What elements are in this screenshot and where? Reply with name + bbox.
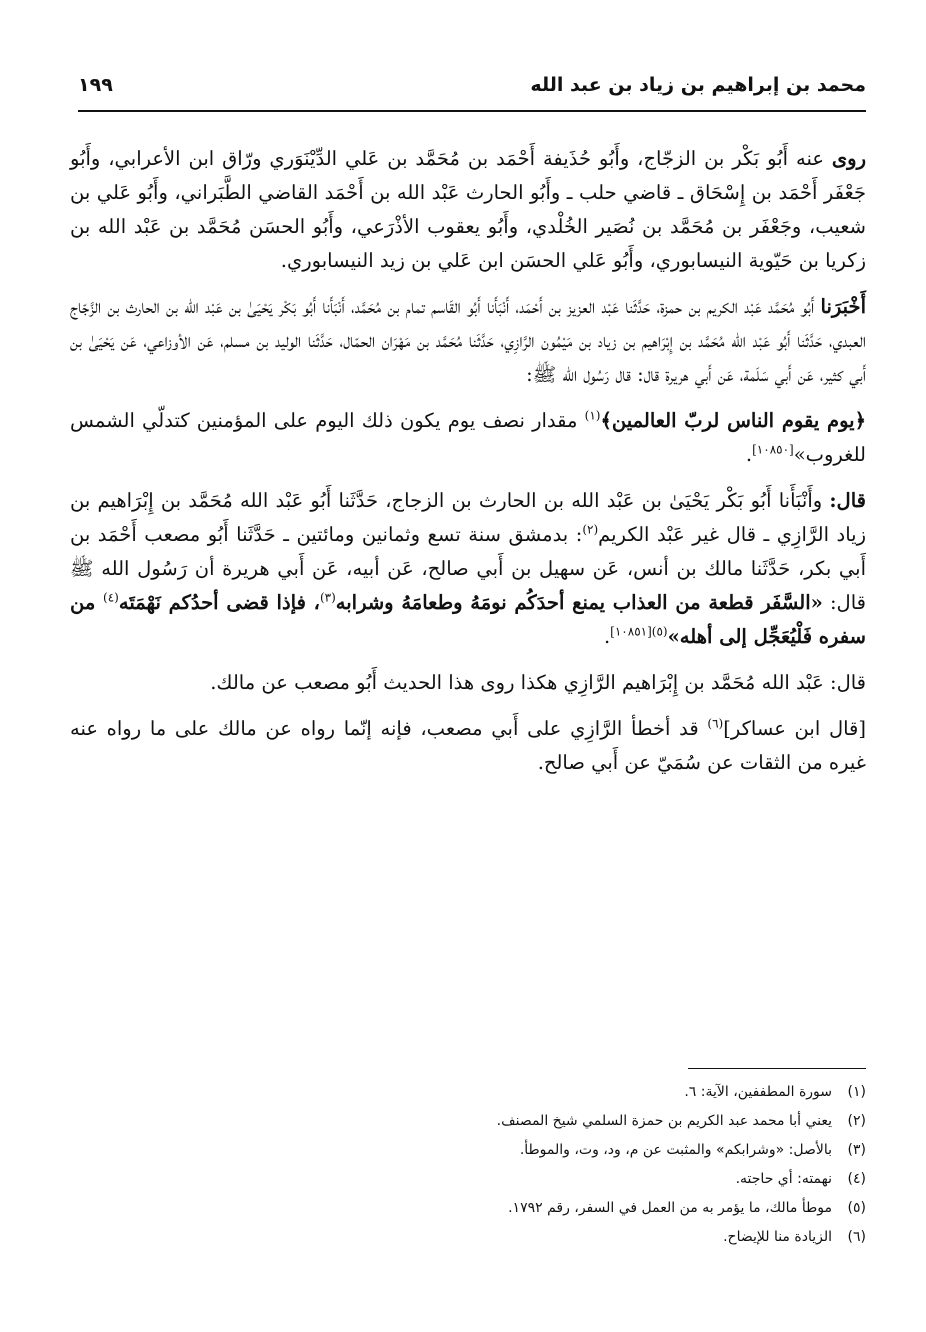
footnote-marker: (٤): [103, 590, 119, 605]
footnote-text: الزيادة منا للإيضاح.: [723, 1229, 832, 1245]
paragraph-text: : بدمشق سنة تسع وثمانين ومائتين ـ حَدَّثَنا أَبُو مصعب أَحْمَد بن أَبي بكر، حَدَّثَنا مالك بن أنس، عَن سهيل بن أَبي صالح، عَن أبيه، عَن أَبي هريرة أن رَسُول الله ﷺ قال:: [70, 523, 866, 614]
page-number: ١٩٩: [78, 74, 113, 96]
footnote-marker: (٦): [707, 716, 724, 731]
footnote-marker: (٢): [582, 522, 599, 537]
paragraph-lead: روى: [831, 147, 866, 170]
footnote-marker: (٣): [319, 590, 336, 605]
paragraph-tail: .: [745, 443, 753, 466]
paragraph-isnad-2: [70, 484, 866, 654]
footnote-item: [70, 1165, 866, 1194]
main-text: [70, 142, 866, 792]
paragraph-text: مقدار نصف يوم يكون ذلك اليوم على المؤمنين كتدلّي الشمس للغروب»: [70, 409, 866, 466]
hadith-text: من سفره فَلْيُعَجِّل إلى أهله»: [70, 591, 866, 648]
footnote-number: (١): [847, 1084, 866, 1100]
paragraph-text: [قال ابن عساكر]: [723, 717, 866, 740]
paragraph-text: أَبُو مُحَمَّد عَبْد الكريم بن حمزة، حَدَّثَنا عَبْد العزيز بن أَحْمَد، أَنْبَأَنا أَبُو القَاسم تمام بن مُحَمَّد، أَنْبَأَنا أَبُو بَكْر يَحْيَىٰ بن عَبْد الله بن الحارث بن الزَّجّاج العبدي، حَدَّثَنا أَبُو عَبْد الله مُحَمَّد بن إِبْرَاهيم بن زياد بن مَيْمُون الرَّازِي، حَدَّثَنا مُحَمَّد بن مَهْرَان الحمّال، حَدَّثَنا الوليد بن مسلم، عَن الأوزاعي، عَن يَحْيَىٰ بن أَبي كثير، عَن أَبي سَلَمة، عَن أَبي هريرة قال: قال رَسُول الله ﷺ:: [70, 295, 866, 386]
paragraph-editor-note: [70, 712, 866, 780]
hadith-reference: [١٠٨٥١]: [610, 624, 652, 639]
paragraph-text: قال: عَبْد الله مُحَمَّد بن إِبْرَاهيم الرَّازِي هكذا روى هذا الحديث أَبُو مصعب عن مالك.: [210, 671, 866, 694]
header-rule: [78, 110, 866, 112]
paragraph-lead: أَخْبَرَنا: [820, 295, 866, 318]
paragraph-text: قد أخطأ الرَّازِي على أَبي مصعب، فإنه إنّما رواه عن مالك على ما رواه عنه غيره من الثقات عن سُمَيّ عن أَبي صالح.: [70, 717, 866, 774]
footnote-number: (٦): [847, 1229, 866, 1245]
paragraph-text: وأَنْبَأَنا أَبُو بَكْر يَحْيَىٰ بن عَبْد الله بن الحارث بن الزجاج، حَدَّثَنا أَبُو عَبْد الله مُحَمَّد بن إِبْرَاهيم بن زياد الرَّازِي ـ قال غير عَبْد الكريم: [70, 489, 866, 546]
footnotes: [70, 1078, 866, 1252]
hadith-reference: [١٠٨٥٠]: [752, 442, 794, 457]
footnote-marker: (٥): [651, 624, 668, 639]
paragraph-comment: [70, 666, 866, 700]
footnote-number: (٢): [847, 1113, 866, 1129]
footnote-text: سورة المطففين، الآية: ٦.: [684, 1084, 832, 1100]
footnote-item: [70, 1078, 866, 1107]
footnote-number: (٥): [847, 1200, 866, 1216]
paragraph-text: عنه أَبُو بَكْر بن الزجّاج، وأَبُو حُذَيفة أَحْمَد بن مُحَمَّد بن عَلي الدِّيْنَوَري ورّاق ابن الأعرابي، وأَبُو جَعْفَر أَحْمَد بن إِسْحَاق ـ قاضي حلب ـ وأَبُو الحارث عَبْد الله بن أَحْمَد القاضي الطَّبَراني، وأَبُو عَلي بن شعيب، وجَعْفَر بن مُحَمَّد بن نُصَير الخُلْدي، وأَبُو يعقوب الأذْرَعي، وأَبُو الحسَن مُحَمَّد بن عَبْد الله بن زكريا بن حَيّوية النيسابوري، وأَبُو عَلي الحسَن ابن عَلي بن زيد النيسابوري.: [70, 147, 866, 272]
paragraph-isnad-1: [70, 290, 866, 392]
footnote-marker: (١): [584, 408, 601, 423]
footnote-text: نهمته: أي حاجته.: [735, 1171, 832, 1187]
paragraph-tail: .: [603, 625, 611, 648]
footnote-text: موطأ مالك، ما يؤمر به من العمل في السفر، رقم ١٧٩٢.: [508, 1200, 832, 1216]
footnote-text: يعني أبا محمد عبد الكريم بن حمزة السلمي شيخ المصنف.: [496, 1113, 832, 1129]
paragraph-narrators: [70, 142, 866, 278]
footnote-item: [70, 1223, 866, 1252]
hadith-text: ، فإذا قضى أحدُكم نَهْمَتَه: [118, 591, 320, 614]
hadith-text: ﴿يوم يقوم الناس لربّ العالمين﴾: [600, 409, 866, 432]
page-header: [78, 66, 866, 112]
footnote-item: [70, 1107, 866, 1136]
footnote-number: (٣): [847, 1142, 866, 1158]
footnote-number: (٤): [847, 1171, 866, 1187]
footnote-text: بالأصل: «وشرابكم» والمثبت عن م، ود، وت، والموطأ.: [519, 1142, 832, 1158]
running-title: محمد بن إبراهيم بن زياد بن عبد الله: [530, 74, 866, 96]
paragraph-hadith-1: [70, 404, 866, 472]
hadith-text: «السَّفَر قطعة من العذاب يمنع أحدَكُم نومَهُ وطعامَهُ وشرابه: [335, 591, 823, 614]
footnote-item: [70, 1194, 866, 1223]
footnote-item: [70, 1136, 866, 1165]
footnote-rule: [688, 1068, 866, 1069]
paragraph-lead: قال:: [829, 489, 866, 512]
